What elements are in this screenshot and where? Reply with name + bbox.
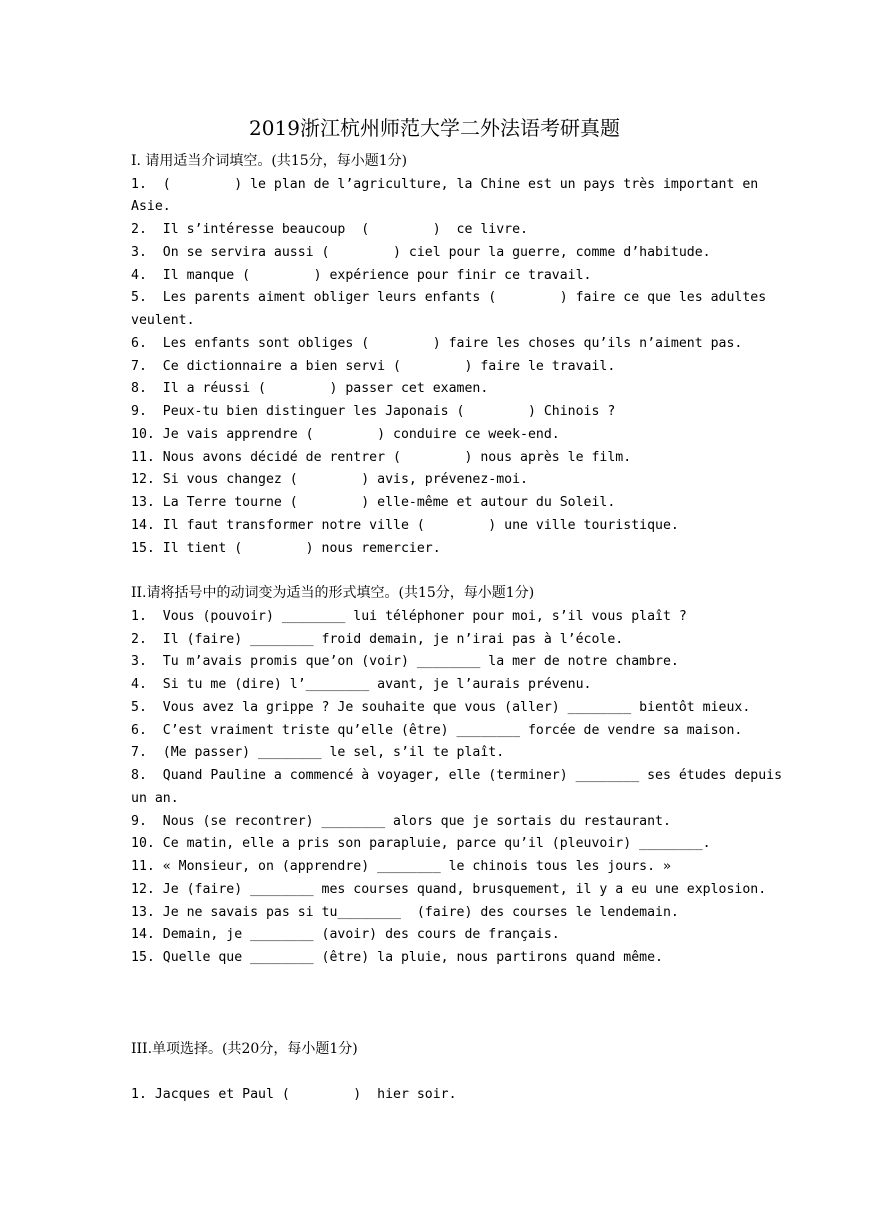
section-1-line: 14. Il faut transformer notre ville ( ) une ville touristique. <box>131 518 679 533</box>
section-3-line: 1. Jacques et Paul ( ) hier soir. <box>131 1087 457 1102</box>
section-2-line: 5. Vous avez la grippe ? Je souhaite que vous (aller) ________ bientôt mieux. <box>131 700 751 715</box>
section-2-heading: II.请将括号中的动词变为适当的形式填空。(共15分，每小题1分) <box>131 585 535 601</box>
section-2-line: 8. Quand Pauline a commencé à voyager, elle (terminer) ________ ses études depuis <box>131 768 783 783</box>
section-2-line: 12. Je (faire) ________ mes courses quand, brusquement, il y a eu une explosion. <box>131 882 767 897</box>
section-2-line: 15. Quelle que ________ (être) la pluie, nous partirons quand même. <box>131 950 663 965</box>
section-2-line: 7. (Me passer) ________ le sel, s’il te plaît. <box>131 745 505 760</box>
section-2-line: 2. Il (faire) ________ froid demain, je n’irai pas à l’école. <box>131 632 624 647</box>
section-2-line: 13. Je ne savais pas si tu________ (faire) des courses le lendemain. <box>131 905 679 920</box>
section-1-line: 9. Peux-tu bien distinguer les Japonais ( ) Chinois ? <box>131 404 616 419</box>
section-2-line: 10. Ce matin, elle a pris son parapluie, parce qu’il (pleuvoir) ________. <box>131 836 711 851</box>
section-1-line: 6. Les enfants sont obliges ( ) faire les choses qu’ils n’aiment pas. <box>131 336 743 351</box>
section-1-line: 7. Ce dictionnaire a bien servi ( ) faire le travail. <box>131 359 616 374</box>
section-1-line: Asie. <box>131 199 171 214</box>
section-1-line: 13. La Terre tourne ( ) elle-même et autour du Soleil. <box>131 495 616 510</box>
section-1-line: 8. Il a réussi ( ) passer cet examen. <box>131 381 489 396</box>
section-1-heading: I. 请用适当介词填空。(共15分，每小题1分) <box>131 153 408 169</box>
section-1-line: 3. On se servira aussi ( ) ciel pour la guerre, comme d’habitude. <box>131 245 711 260</box>
section-1-line: veulent. <box>131 313 195 328</box>
section-1-line: 2. Il s’intéresse beaucoup ( ) ce livre. <box>131 222 528 237</box>
section-2-line: 9. Nous (se recontrer) ________ alors que je sortais du restaurant. <box>131 814 671 829</box>
section-1-line: 5. Les parents aiment obliger leurs enfants ( ) faire ce que les adultes <box>131 290 767 305</box>
section-2-line: 6. C’est vraiment triste qu’elle (être) ________ forcée de vendre sa maison. <box>131 723 743 738</box>
section-2-line: 1. Vous (pouvoir) ________ lui téléphoner pour moi, s’il vous plaît ? <box>131 609 687 624</box>
section-2-line: 4. Si tu me (dire) l’________ avant, je l’aurais prévenu. <box>131 677 592 692</box>
section-3-heading: III.单项选择。(共20分，每小题1分) <box>131 1041 358 1057</box>
section-2-line: 11. « Monsieur, on (apprendre) ________ le chinois tous les jours. » <box>131 859 671 874</box>
section-1-line: 15. Il tient ( ) nous remercier. <box>131 541 441 556</box>
section-1-line: 4. Il manque ( ) expérience pour finir ce travail. <box>131 268 592 283</box>
section-2-line: 14. Demain, je ________ (avoir) des cours de français. <box>131 927 560 942</box>
section-1-line: 1. ( ) le plan de l’agriculture, la Chine est un pays très important en <box>131 177 759 192</box>
section-2-line: 3. Tu m’avais promis que’on (voir) ________ la mer de notre chambre. <box>131 654 679 669</box>
section-2-line: un an. <box>131 791 179 806</box>
section-1-line: 10. Je vais apprendre ( ) conduire ce week-end. <box>131 427 560 442</box>
section-1-line: 12. Si vous changez ( ) avis, prévenez-moi. <box>131 472 528 487</box>
document-title: 2019浙江杭州师范大学二外法语考研真题 <box>249 116 620 140</box>
section-1-line: 11. Nous avons décidé de rentrer ( ) nous après le film. <box>131 450 632 465</box>
